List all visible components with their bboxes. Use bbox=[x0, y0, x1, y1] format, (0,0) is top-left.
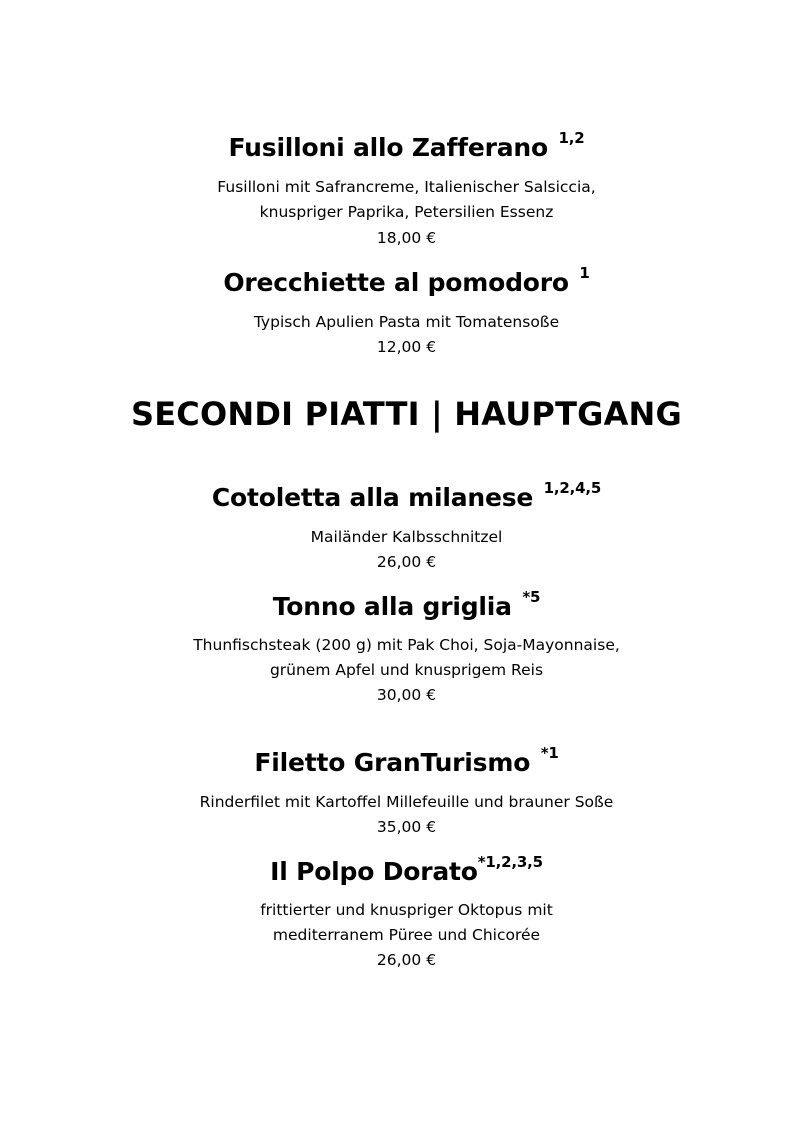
dish-description: Fusilloni mit Safrancreme, Italienischer Salsiccia, bbox=[217, 178, 596, 196]
dish-price: 26,00 € bbox=[376, 553, 437, 571]
dish-price: 26,00 € bbox=[376, 951, 437, 969]
dish-price: 18,00 € bbox=[376, 229, 437, 247]
dish-price: 30,00 € bbox=[376, 686, 437, 704]
dish-name: Orecchiette al pomodoro bbox=[223, 268, 569, 297]
dish-description: Typisch Apulien Pasta mit Tomatensoße bbox=[253, 313, 560, 331]
dish-description: Thunfischsteak (200 g) mit Pak Choi, Soja-Mayonnaise, bbox=[193, 636, 620, 654]
dish-price: 35,00 € bbox=[376, 818, 437, 836]
dish-title bbox=[0, 264, 793, 297]
allergen-codes: *5 bbox=[522, 588, 541, 606]
dish-title bbox=[0, 853, 793, 886]
dish-description: Rinderfilet mit Kartoffel Millefeuille und brauner Soße bbox=[199, 793, 614, 811]
dish-title bbox=[0, 129, 793, 162]
dish-description: Mailänder Kalbsschnitzel bbox=[310, 528, 503, 546]
allergen-codes: *1 bbox=[540, 744, 559, 762]
dish-name: Tonno alla griglia bbox=[272, 592, 512, 621]
dish-name: Fusilloni allo Zafferano bbox=[228, 133, 548, 162]
dish-name: Cotoletta alla milanese bbox=[211, 483, 534, 512]
dish-name: Filetto GranTurismo bbox=[254, 748, 531, 777]
dish-description: mediterranem Püree und Chicorée bbox=[272, 926, 541, 944]
dish-title bbox=[0, 588, 793, 621]
allergen-codes: *1,2,3,5 bbox=[477, 853, 543, 871]
dish-description: frittierter und knuspriger Oktopus mit bbox=[260, 901, 553, 919]
dish-price: 12,00 € bbox=[376, 338, 437, 356]
dish-name: Il Polpo Dorato bbox=[270, 857, 478, 886]
allergen-codes: 1,2 bbox=[558, 129, 585, 147]
dish-description: grünem Apfel und knusprigem Reis bbox=[269, 661, 544, 679]
allergen-codes: 1 bbox=[579, 264, 590, 282]
dish-title bbox=[0, 479, 793, 512]
allergen-codes: 1,2,4,5 bbox=[543, 479, 602, 497]
section-title: SECONDI PIATTI | HAUPTGANG bbox=[131, 395, 682, 433]
dish-title bbox=[0, 744, 793, 777]
dish-description: knuspriger Paprika, Petersilien Essenz bbox=[259, 203, 554, 221]
